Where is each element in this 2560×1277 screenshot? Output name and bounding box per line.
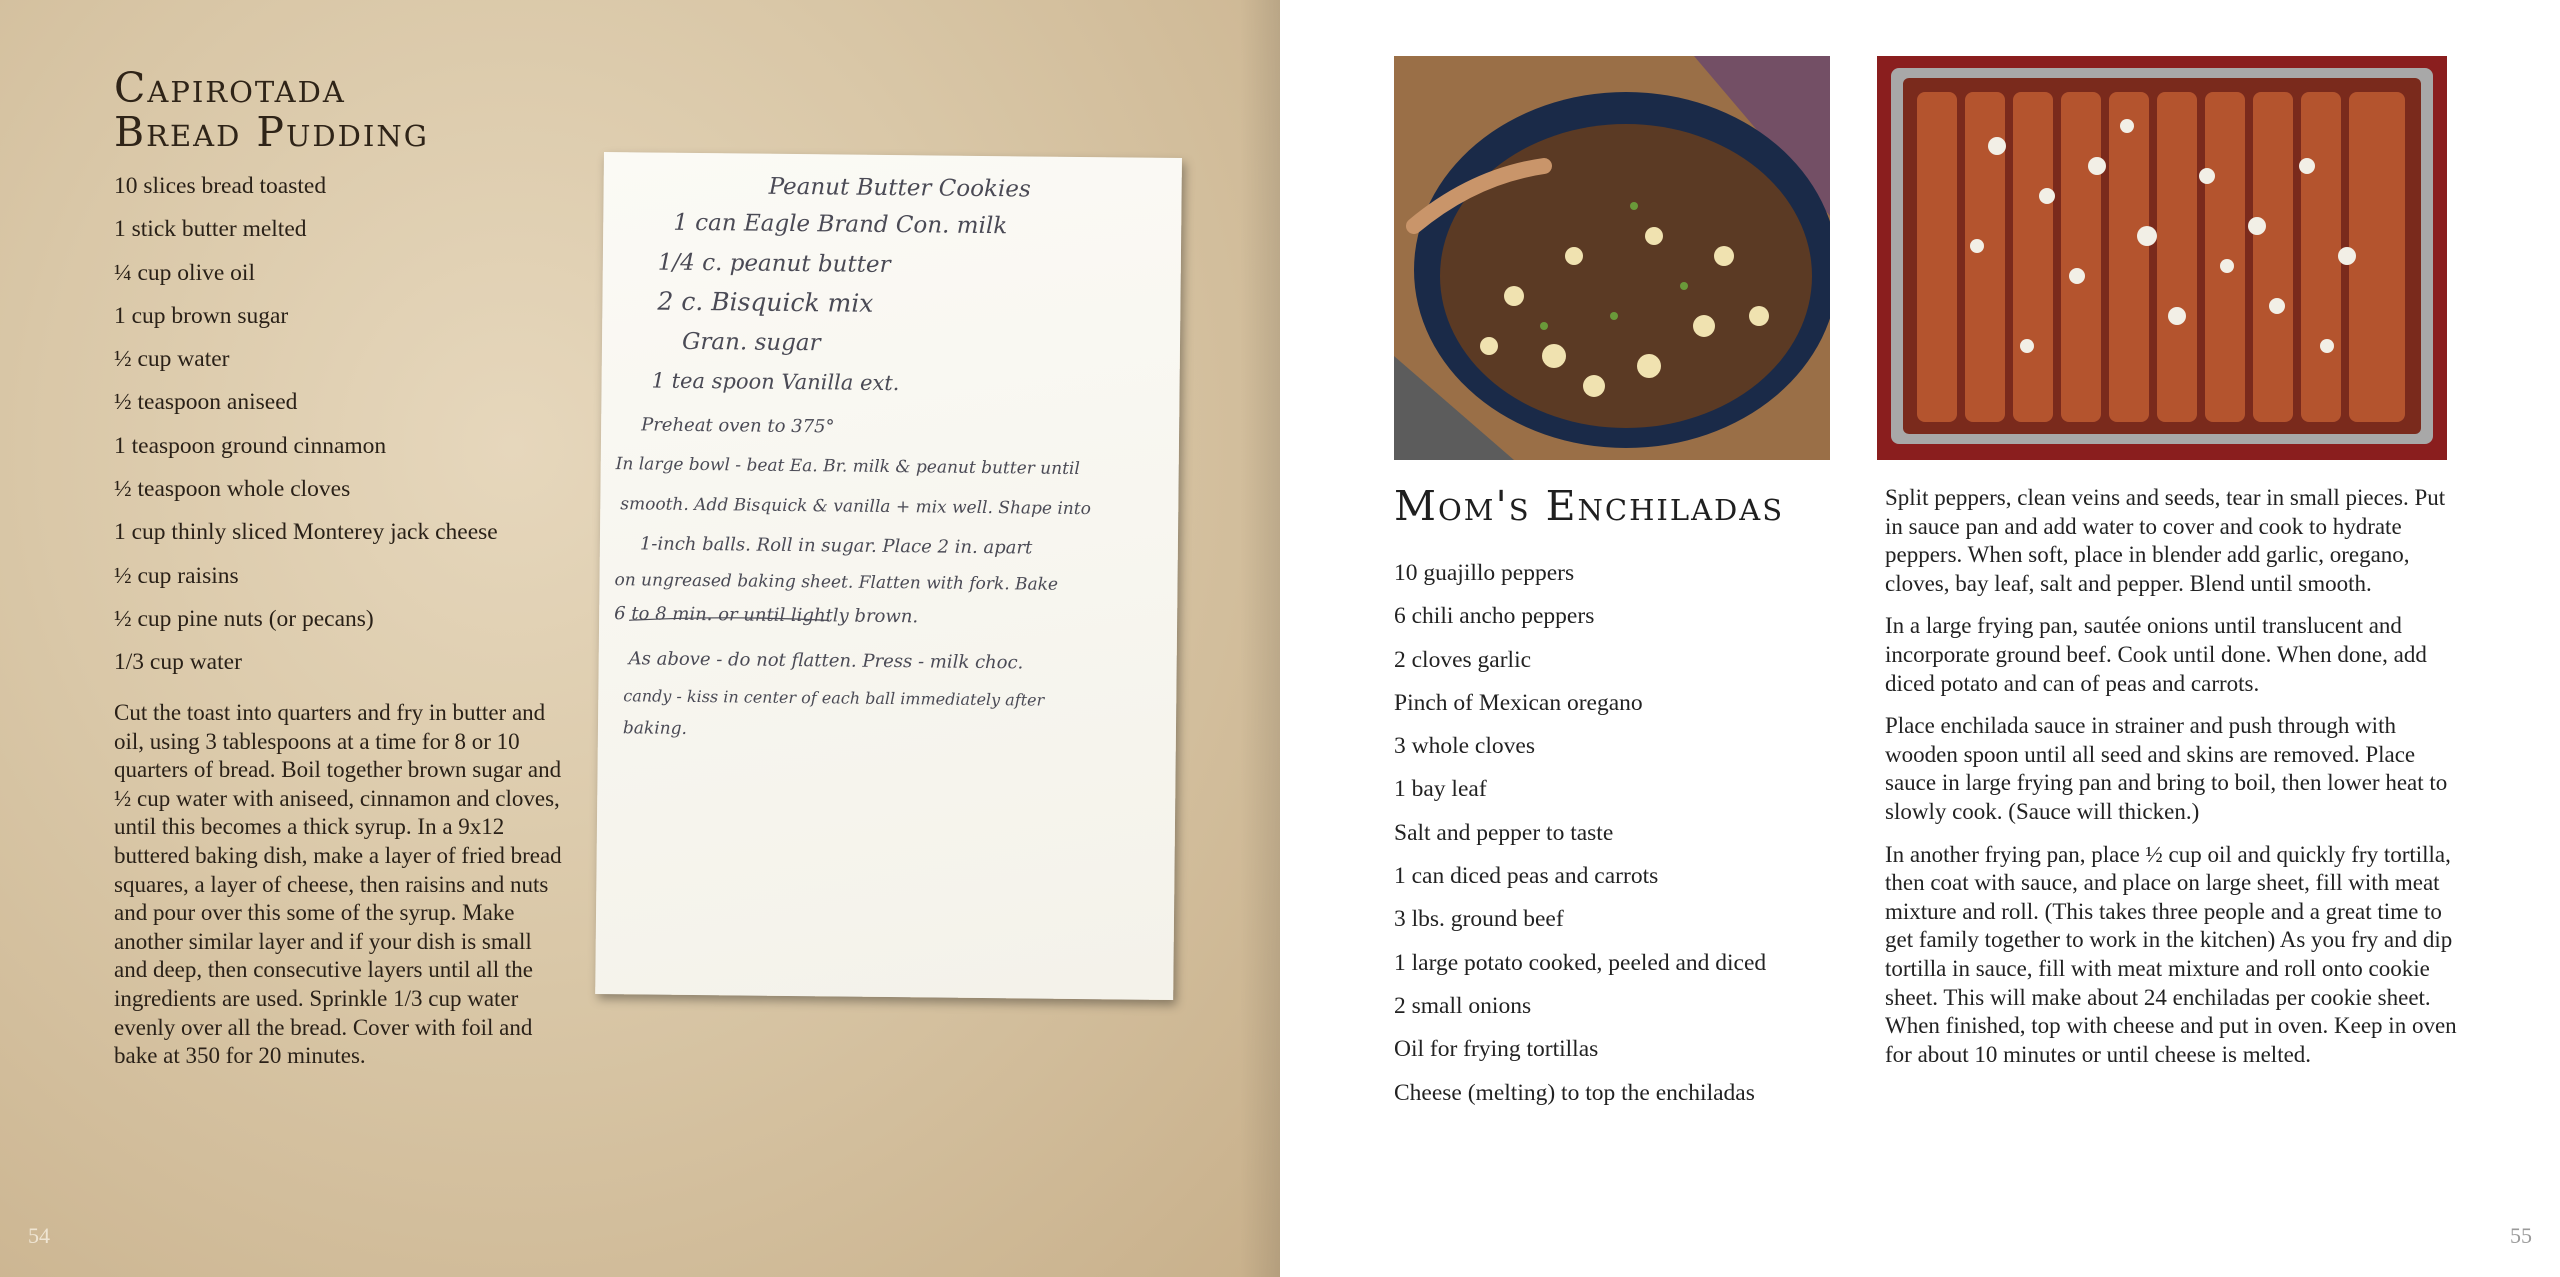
page-number-left: 54: [28, 1223, 50, 1248]
handwritten-line: smooth. Add Bisquick & vanilla + mix well. Shape into: [620, 494, 1091, 520]
right-page: [1280, 0, 2560, 1277]
capirotada-instructions: Cut the toast into quarters and fry in butter and oil, using 3 tablespoons at a time for 8 or 10 quarters of bread. Boil together brown sugar and ½ cup water with aniseed, cinnamon and cloves, until this becomes a thick syrup. In a 9x12 buttered baking dish, make a layer of fried bread squares, a layer of cheese, then raisins and nuts and pour over this some of the syrup. Make another similar layer and if your dish is small and deep, then consecutive layers until all the ingredients are used. Sprinkle 1/3 cup water evenly over all the bread. Cover with foil and bake at 350 for 20 minutes.: [114, 700, 562, 1069]
ingredient-item: 3 lbs. ground beef: [1394, 906, 1564, 933]
instruction-paragraph: In a large frying pan, sautée onions until translucent and incorporate ground beef. Cook until done. When done, add diced potato and can of peas and carrots.: [1885, 613, 2427, 696]
ingredient-item: 3 whole cloves: [1394, 733, 1535, 760]
ingredient-item: 10 slices bread toasted: [114, 173, 327, 199]
handwritten-line: Preheat oven to 375°: [641, 414, 835, 438]
ingredient-item: ½ cup pine nuts (or pecans): [114, 605, 374, 632]
handwritten-line: 1 tea spoon Vanilla ext.: [651, 368, 900, 396]
capirotada-ingredient-list: [114, 165, 498, 685]
handwritten-line: Gran. sugar: [681, 328, 821, 357]
ingredient-item: 1 cup thinly sliced Monterey jack cheese: [114, 519, 498, 546]
ingredient-item: 1 stick butter melted: [114, 216, 307, 243]
ingredient-item: 1 cup brown sugar: [114, 302, 289, 329]
enchiladas-instructions: [1885, 484, 2460, 1083]
ingredient-item: 1 can diced peas and carrots: [1394, 863, 1659, 890]
ingredient-item: 1 large potato cooked, peeled and diced: [1394, 949, 1767, 976]
ingredient-item: ½ cup raisins: [114, 562, 239, 589]
handwritten-line: candy - kiss in center of each ball immediately after: [623, 686, 1045, 710]
instruction-paragraph: Split peppers, clean veins and seeds, tear in small pieces. Put in sauce pan and add water to cover and cook to hydrate peppers. When soft, place in blender add garlic, oregano, cloves, bay leaf, salt and pepper. Blend until smooth.: [1885, 485, 2446, 596]
enchiladas-ingredient-list: [1394, 552, 1766, 1115]
ingredient-item: Salt and pepper to taste: [1394, 819, 1614, 846]
ingredient-item: 2 small onions: [1394, 992, 1532, 1019]
handwritten-line: As above - do not flatten. Press - milk choc.: [628, 648, 1024, 674]
photo-enchiladas-tray: [1877, 56, 2447, 460]
ingredient-item: Pinch of Mexican oregano: [1394, 689, 1643, 716]
handwritten-line: on ungreased baking sheet. Flatten with fork. Bake: [614, 570, 1059, 595]
ingredient-item: ½ teaspoon aniseed: [114, 389, 298, 416]
ingredient-item: Oil for frying tortillas: [1394, 1036, 1599, 1063]
ingredient-item: ½ cup water: [114, 346, 230, 373]
ingredient-item: Cheese (melting) to top the enchiladas: [1394, 1079, 1755, 1106]
handwritten-recipe-card: [595, 152, 1182, 1000]
instruction-paragraph: In another frying pan, place ½ cup oil and quickly fry tortilla, then coat with sauce, and place on large sheet, fill with meat mixture and roll. (This takes three people and a great time to get family together to work in the kitchen) As you fry and dip tortilla in sauce, fill with meat mixture and roll onto cookie sheet. This will make about 24 enchiladas per cookie sheet. When finished, top with cheese and put in oven. Keep in oven for about 10 minutes or until cheese is melted.: [1885, 841, 2457, 1067]
handwritten-line: 2 c. Bisquick mix: [657, 286, 874, 318]
handwritten-line: Peanut Butter Cookies: [768, 173, 1031, 203]
ingredient-item: 1 teaspoon ground cinnamon: [114, 432, 387, 459]
handwritten-line: In large bowl - beat Ea. Br. milk & peanut butter until: [615, 454, 1080, 479]
ingredient-item: 1 bay leaf: [1394, 776, 1487, 803]
ingredient-item: 1/3 cup water: [114, 649, 242, 676]
handwritten-line: 1-inch balls. Roll in sugar. Place 2 in. apart: [639, 533, 1033, 559]
page-number-right: 55: [2510, 1223, 2532, 1248]
handwritten-line: baking.: [622, 718, 688, 739]
ingredient-item: 6 chili ancho peppers: [1394, 603, 1595, 630]
handwritten-line: 6 to 8 min. or until lightly brown.: [614, 603, 919, 628]
photo-beef-potato-skillet: [1394, 56, 1830, 460]
title-line-2: Bread Pudding: [114, 108, 429, 156]
ingredient-item: 10 guajillo peppers: [1394, 560, 1575, 586]
handwriting-svg: [595, 152, 1182, 1000]
handwritten-line: 1/4 c. peanut butter: [657, 249, 891, 279]
title-line-1: Capirotada: [114, 64, 346, 112]
ingredient-item: ¼ cup olive oil: [114, 259, 255, 286]
instruction-paragraph: Place enchilada sauce in strainer and push through with wooden spoon until all seed and skins are removed. Place sauce in large frying pan and bring to boil, then lower heat to slowly cook. (Sauce will thicken.): [1885, 713, 2448, 824]
ingredient-item: 2 cloves garlic: [1394, 646, 1532, 673]
ingredient-item: ½ teaspoon whole cloves: [114, 476, 351, 503]
recipe-title-capirotada: [114, 66, 429, 154]
handwritten-line: 1 can Eagle Brand Con. milk: [673, 209, 1008, 240]
recipe-title-enchiladas: Mom's Enchiladas: [1394, 482, 1785, 530]
